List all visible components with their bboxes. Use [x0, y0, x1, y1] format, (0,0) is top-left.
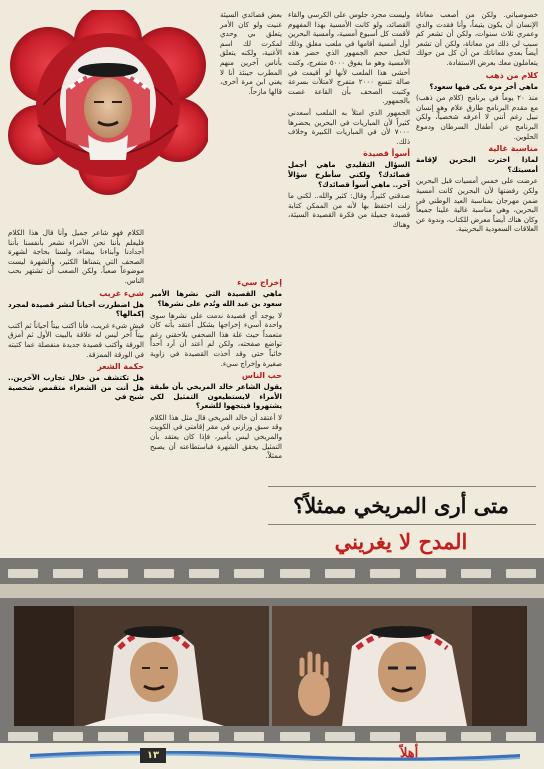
interview-question: السؤال التقليدي ماهي أجمل قصائدك؟ ولكني سأطرح سؤالاً آخر.. ماهي أسوأ قصائدك؟ [288, 160, 410, 189]
section-heading: حب الناس [241, 371, 282, 381]
divider [268, 486, 536, 487]
paragraph: منذ ٢٠ يوماً في برنامج (كلام من ذهب) مع مقدم البرنامج طارق علام وهو إنسان نبيل رغم أنني لا أعرفه شخصياً، ولكن البرنامج عن أطفال السرطان ودموع الحلوين. [416, 93, 538, 141]
photo-right [272, 606, 527, 726]
footer-ribbon [30, 751, 520, 761]
paragraph: الكلام فهو شاعر جميل وأنا قال هذا الكلام فليعلم بأننا نحن الأمراء نشعر بأنفسنا بأننا أجدادنا وأبناءنا بيضاء، ولسنا بحاجة لشهرة الصحف التي يتمناها الكثير، والشهرة ليست موضوعاً صعباً، ولكن الصعب أن تشتهر بحب الناس. [8, 228, 144, 285]
paragraph: لا أعتقد أن خالد المريخي قال مثل هذا الكلام وقد سبق وزارني في مقر إقامتي في الكويت والمريخي ليس بأمير، فإذا كان يعتقد بأن التمثيل يحقق الشهرة فباستطاعته أن يصبح ممثلاً. [150, 412, 282, 461]
section-heading: حكمة الشعر [97, 362, 144, 372]
interview-question: هل اضطررت أحياناً لنشر قصيدة لمجرد إكمالها؟ [8, 299, 144, 319]
paragraph: خصوصياتي. ولكن من أصعب معاناة الإنسان أن يكون يتيماً، وأنا فقدت والدي وعمري ثلاث سنوات، ولكن أن تشعر كم سبب لي ذلك من معاناة، ولكن أن تشعر أيضاً بعدي معاناتك من أن كل من حولك يتعاملون معك بعرض الاستفادة. [416, 10, 538, 67]
article-column-right [416, 10, 538, 480]
page-footer [0, 743, 544, 769]
page-number: ١٣ [140, 748, 166, 763]
interview-question: ماهي القصيدة التي نشرها الأمير سعود بن عبد الله ونُدم على نشرها؟ [150, 289, 282, 308]
paragraph: لا يوجد أي قصيدة ندمت على نشرها سوى واحدة أسيء إخراجها بشكل أعتقد بأنه كان متعمداً حيث غلة هذا الصحفي بلاحقني رغم تواضع صفحته، ولكن لم أعتد أن أرد أحداً خائباً حتى وقد أخذت القصيدة في زاوية صغيرة وإخراج سيء. [150, 310, 282, 368]
film-strip [0, 558, 544, 743]
paragraph: الجمهور الذي امتلأ به الملعب أسعدني كثيراً لأن المباريات في البحرين يحضرها ٧٠٠٠ لأن في المباريات الكبيرة وخلاف ذلك. [288, 107, 410, 146]
interview-question: لماذا اخترت البحرين لإقامة أمسيتك؟ [416, 155, 538, 174]
section-heading: كلام من ذهب [485, 70, 538, 80]
film-band [0, 584, 544, 598]
section-heading: مناسبة غالية [488, 144, 538, 154]
film-holes-bottom [0, 729, 544, 743]
paragraph: عرضت على خمس أمسيات قبل البحرين ولكن رفضتها لأن البحرين كانت أمسية ضمن مهرجان بمناسبة العيد الوطني في البحرين، وهي مناسبة غالية علينا جميعاً وكان هناك أيضاً معرض للكتاب، وندوة عن العلاقات السعودية البحرينية. [416, 176, 538, 234]
paragraph: بعض قصائدي السيئة غنيت ولو كان الأمر يتعلق بي وحدي لمكرت لك اسم الأغنية، ولكنه يتعلق بأناس آخرين منهم المطرب حينئذ أنا لا يغني ابن مرة أخرى، قالها مازحاً. [220, 10, 282, 96]
interview-question: ماهي أخر مرة بكى فيها سعود؟ [429, 81, 538, 91]
divider [268, 524, 536, 525]
photo-left [14, 606, 269, 726]
interview-question: يقول الشاعر خالد المريخي بأن طبقة الأمراء لايستطيعون التمثيل لكي يشتهروا فيتجهوا للشعر؟ [150, 382, 282, 411]
film-holes-top [0, 566, 544, 580]
section-heading: إخراج سيء [237, 278, 282, 288]
interview-question: هل تكتشف من خلال تجارب الآخرين.. هل أنت من الشعراء متقمص شخصية شيخ في [8, 373, 144, 402]
paragraph: صدقني كثيراً، وقال: كثير والله.. لكني ما زلت احتفظ بها لأنه من الممكن كتابة قصيدة جميلة من فكرة القصيدة السيئة، وهناك [288, 191, 410, 229]
article-column-middle [288, 10, 410, 480]
paragraph: وليست مجرد جلوس على الكرسي والقاء القصائد، ولو كانت الأمسية بهذا المفهوم لأقمت كل أسبوع أمسية، وأمسية البحرين أول أمسية أقامها في ملعب مغلق وذلك لتخيل حجم الجمهور الذي حضر هذه الأمسية وهو ما يفوق ٥٠٠٠ متفرج، وكنت أخشى هذا الملعب لأنها لو أقيمت في صالة تتسع ٢٠٠٠ متفرج لامتلأت بسرعة وكتبت الصحف بأن القاعة غصت بالجمهور. [288, 10, 410, 106]
subheadline: المدح لا يغريني [334, 529, 468, 554]
section-heading: أسوأ قصيدة [363, 149, 410, 159]
magazine-logo: أهلاً [400, 746, 419, 761]
article-column-far-left [8, 228, 144, 550]
article-column-left [150, 10, 282, 550]
paragraph: فيش شيء غريب، فأنا أكتب بيتاً أحياناً ثم أكتب بيتاً آخر ليس له علاقة بالبيت الأول ثم أمزق الورقة وأكتب قصيدة جديدة منفصلة عما كتبته في الورقة الممزقة. [8, 320, 144, 359]
headline: متى أرى المريخي ممثلاً؟ [293, 493, 509, 518]
narrow-top-text [220, 10, 282, 98]
section-heading: شيء غريب [99, 288, 144, 298]
